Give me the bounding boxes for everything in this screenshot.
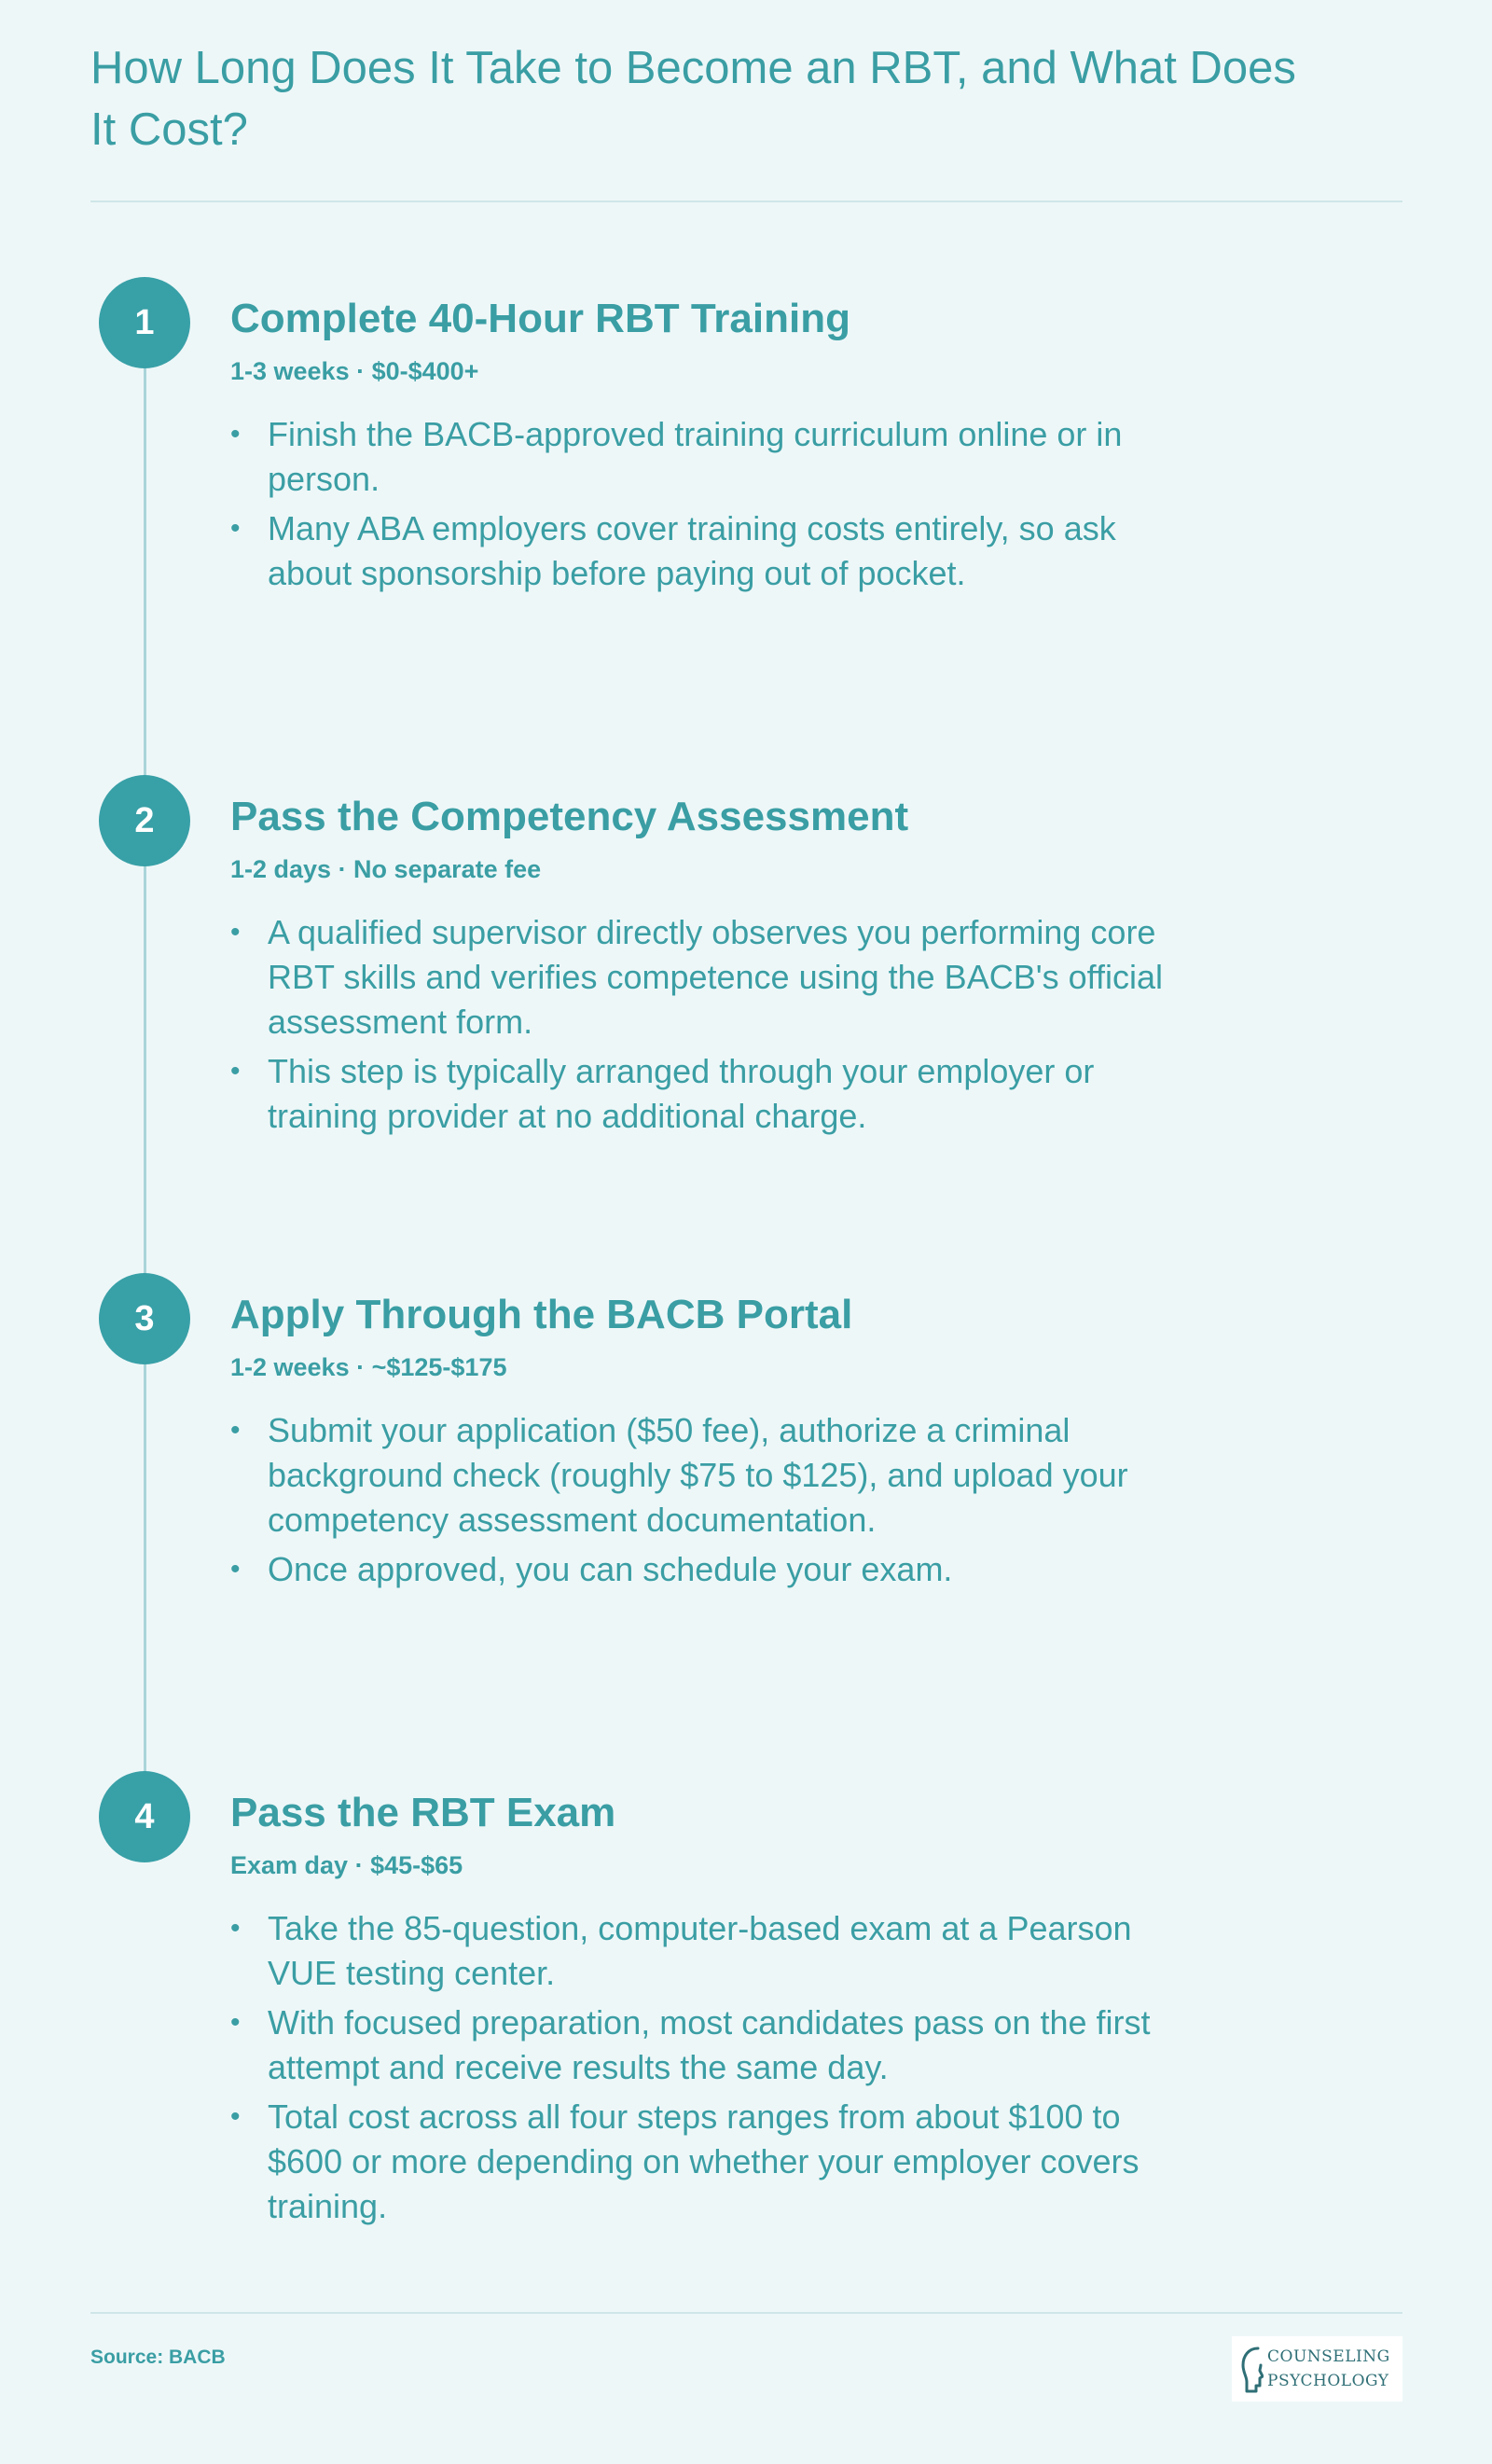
- timeline-line: [144, 326, 146, 1837]
- step-bullet: • Total cost across all four steps ranges from about $100 to $600 or more depending on whether your employer covers training.: [230, 2095, 1200, 2229]
- step-title: Complete 40-Hour RBT Training: [230, 296, 850, 341]
- footer-divider: [90, 2312, 1402, 2314]
- step-title: Apply Through the BACB Portal: [230, 1292, 853, 1337]
- step-bullet: • Many ABA employers cover training costs entirely, so ask about sponsorship before paying out of pocket.: [230, 506, 1200, 596]
- step-meta: Exam day · $45-$65: [230, 1851, 463, 1879]
- step-meta: 1-2 days · No separate fee: [230, 855, 542, 883]
- step-bullet: • With focused preparation, most candidates pass on the first attempt and receive results the same day.: [230, 2000, 1200, 2090]
- step-bullet-list: [230, 412, 1200, 601]
- logo-wordmark: [1267, 2345, 1390, 2393]
- step-bullet: • This step is typically arranged through your employer or training provider at no additional charge.: [230, 1049, 1200, 1139]
- brand-logo: [1232, 2336, 1402, 2402]
- step-title: Pass the RBT Exam: [230, 1790, 616, 1835]
- header-divider: [90, 201, 1402, 202]
- step-number-badge: 4: [99, 1771, 190, 1862]
- logo-line-2: PSYCHOLOGY: [1267, 2372, 1389, 2390]
- step-bullet: • A qualified supervisor directly observes you performing core RBT skills and verifies competence using the BACB's official assessment form.: [230, 910, 1200, 1045]
- step-bullet: • Once approved, you can schedule your exam.: [230, 1547, 1200, 1592]
- step-meta: 1-2 weeks · ~$125-$175: [230, 1353, 507, 1381]
- head-profile-icon: [1239, 2343, 1264, 2395]
- step-title: Pass the Competency Assessment: [230, 794, 909, 839]
- step-bullet-list: [230, 1408, 1200, 1597]
- step-bullet: • Submit your application ($50 fee), authorize a criminal background check (roughly $75 to $125), and upload your competency assessment documentation.: [230, 1408, 1200, 1543]
- step-meta: 1-3 weeks · $0-$400+: [230, 357, 479, 385]
- step-number-badge: 2: [99, 775, 190, 866]
- step-bullet: • Finish the BACB-approved training curriculum online or in person.: [230, 412, 1200, 502]
- logo-line-1: COUNSELING: [1267, 2347, 1390, 2366]
- step-bullet: • Take the 85-question, computer-based exam at a Pearson VUE testing center.: [230, 1906, 1200, 1996]
- step-number-badge: 3: [99, 1273, 190, 1364]
- step-bullet-list: [230, 910, 1200, 1143]
- step-number-badge: 1: [99, 277, 190, 368]
- source-label: Source: BACB: [90, 2346, 226, 2368]
- step-bullet-list: [230, 1906, 1200, 2234]
- page-title: How Long Does It Take to Become an RBT, and What Does It Cost?: [90, 43, 1296, 155]
